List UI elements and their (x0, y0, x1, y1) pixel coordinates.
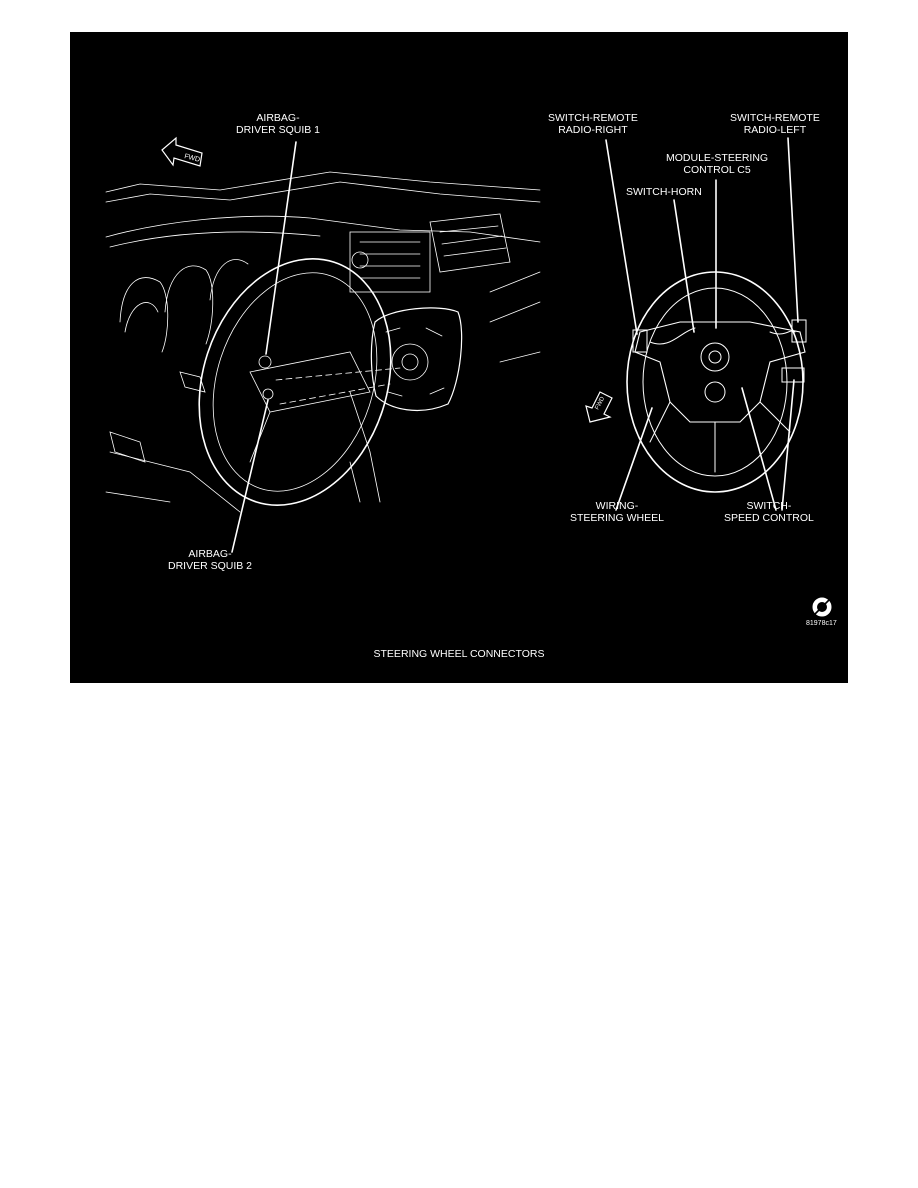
figure-code: 81978c17 (806, 620, 837, 627)
service-gear-icon (813, 598, 831, 616)
label-switch-remote-radio-left: SWITCH-REMOTE RADIO-LEFT (730, 112, 820, 136)
label-switch-remote-radio-right: SWITCH-REMOTE RADIO-RIGHT (548, 112, 638, 136)
dashboard-illustration (106, 172, 540, 530)
label-switch-speed-control: SWITCH- SPEED CONTROL (724, 500, 814, 524)
diagram-figure (70, 32, 848, 683)
fwd-arrow-right (586, 392, 612, 422)
label-module-steering-control-c5: MODULE-STEERING CONTROL C5 (666, 152, 769, 176)
label-airbag-driver-squib-1: AIRBAG- DRIVER SQUIB 1 (236, 112, 321, 136)
fwd-arrow-left-text: FWD (183, 153, 201, 164)
fwd-arrow-right-text: FWD (594, 396, 607, 411)
label-switch-horn: SWITCH-HORN (626, 186, 702, 198)
label-wiring-steering-wheel: WIRING- STEERING WHEEL (570, 500, 664, 524)
fwd-arrow-left (162, 138, 202, 166)
figure-caption: STEERING WHEEL CONNECTORS (373, 648, 545, 660)
label-airbag-driver-squib-2: AIRBAG- DRIVER SQUIB 2 (168, 548, 253, 572)
